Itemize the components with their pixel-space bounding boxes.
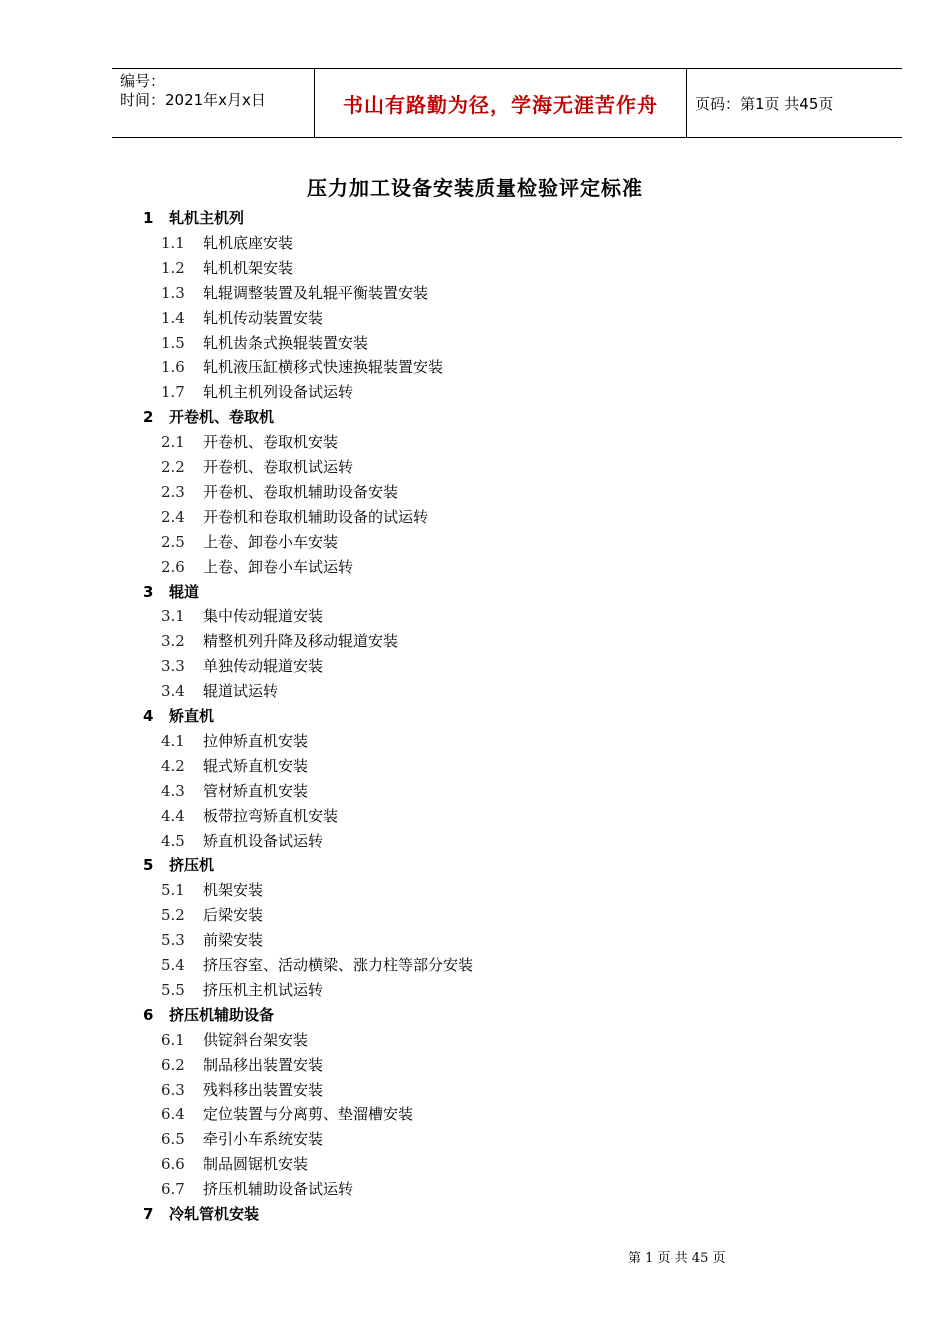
toc-item-number: 4.3 [161, 781, 185, 800]
toc-item-number: 4.4 [161, 806, 185, 825]
toc-item-number: 1.7 [161, 383, 185, 402]
toc-item-number: 5.5 [161, 980, 185, 999]
toc-section-label: 辊道 [169, 582, 200, 601]
toc-item-number: 2.5 [161, 532, 185, 551]
toc-item-label: 轧辊调整装置及轧辊平衡装置安装 [203, 283, 429, 302]
toc-item [161, 507, 428, 527]
toc-item-number: 3.1 [161, 607, 185, 626]
code-label: 编号： [120, 72, 166, 90]
toc-item-label: 开卷机、卷取机安装 [203, 433, 339, 452]
toc-item-label: 挤压机辅助设备试运转 [203, 1180, 354, 1199]
toc-section [143, 1005, 274, 1025]
toc-item-number: 5.4 [161, 956, 185, 974]
toc-section-number: 6 [143, 1005, 154, 1024]
toc-item-number: 6.5 [161, 1130, 185, 1149]
toc-item-label: 挤压容室、活动横梁、涨力柱等部分安装 [203, 956, 474, 974]
page-info: 页码：第1页 共45页 [695, 94, 834, 113]
toc-item [161, 681, 278, 701]
toc-item [161, 955, 473, 975]
toc-item [161, 532, 338, 552]
toc-item-number: 4.5 [161, 831, 185, 850]
toc-item [161, 831, 323, 851]
toc-section-label: 冷轧管机安装 [169, 1205, 260, 1223]
toc-section [143, 208, 244, 228]
toc-item-label: 开卷机和卷取机辅助设备的试运转 [203, 507, 429, 526]
toc-item [161, 382, 353, 402]
toc-item [161, 258, 293, 278]
page-footer: 第 1 页 共 45 页 [628, 1251, 726, 1266]
toc-item-label: 后梁安装 [203, 906, 264, 925]
toc-item [161, 781, 308, 801]
toc-section-label: 开卷机、卷取机 [169, 408, 275, 427]
toc-item-label: 轧机主机列设备试运转 [203, 383, 354, 402]
toc-item-label: 定位装置与分离剪、垫溜槽安装 [203, 1105, 414, 1124]
toc-item [161, 1154, 308, 1174]
toc-item-number: 3.3 [161, 657, 185, 676]
toc-item-number: 1.6 [161, 358, 185, 377]
toc-item-label: 上卷、卸卷小车安装 [203, 532, 339, 551]
toc-item-number: 1.4 [161, 308, 185, 327]
toc-section-number: 5 [143, 856, 154, 875]
header-page-cell [687, 69, 902, 137]
toc-item-label: 挤压机主机试运转 [203, 980, 324, 999]
toc-item [161, 233, 293, 253]
toc-item-number: 4.2 [161, 756, 185, 775]
toc-item-number: 6.1 [161, 1030, 185, 1049]
toc-item [161, 308, 323, 328]
toc-item-number: 1.5 [161, 333, 185, 352]
toc-item-number: 1.3 [161, 283, 185, 302]
toc-item [161, 482, 398, 502]
toc-item-number: 6.4 [161, 1105, 185, 1124]
toc-item-label: 上卷、卸卷小车试运转 [203, 557, 354, 576]
time-label: 时间：2021年x月x日 [120, 91, 266, 109]
toc-section-number: 7 [143, 1205, 154, 1223]
toc-item-number: 2.4 [161, 507, 185, 526]
toc-item [161, 756, 308, 776]
toc-item-label: 辊式矫直机安装 [203, 756, 309, 775]
toc-section-number: 2 [143, 408, 154, 427]
toc-item [161, 1055, 323, 1075]
toc-item-label: 轧机齿条式换辊装置安装 [203, 333, 369, 352]
toc-item [161, 631, 398, 651]
toc-item [161, 283, 428, 303]
toc-item [161, 1030, 308, 1050]
toc-section-label: 轧机主机列 [169, 209, 245, 227]
toc-item [161, 1104, 413, 1124]
header-meta-cell [112, 69, 314, 137]
toc-item-number: 1.2 [161, 258, 185, 277]
toc-section [143, 855, 214, 875]
toc-section-label: 矫直机 [169, 707, 215, 725]
toc-item-label: 残料移出装置安装 [203, 1080, 324, 1099]
toc-item-number: 3.2 [161, 632, 185, 651]
toc-item-label: 轧机底座安装 [203, 233, 294, 252]
toc-section-number: 3 [143, 582, 154, 601]
toc-item-label: 辊道试运转 [203, 682, 279, 701]
toc-item [161, 1179, 353, 1199]
toc-item-number: 2.1 [161, 433, 185, 452]
toc-item-label: 制品圆锯机安装 [203, 1155, 309, 1174]
toc-section [143, 407, 274, 427]
toc-section-label: 挤压机辅助设备 [169, 1005, 275, 1024]
toc-item-label: 轧机机架安装 [203, 258, 294, 277]
motto-text: 书山有路勤为径，学海无涯苦作舟 [343, 92, 658, 117]
toc-item [161, 930, 263, 950]
toc-section-number: 4 [143, 707, 154, 725]
toc-item-label: 精整机列升降及移动辊道安装 [203, 632, 399, 651]
toc-item-label: 矫直机设备试运转 [203, 831, 324, 850]
toc-item [161, 980, 323, 1000]
toc-item-number: 6.6 [161, 1155, 185, 1174]
toc-item [161, 880, 263, 900]
toc-item [161, 333, 368, 353]
toc-item-number: 3.4 [161, 682, 185, 701]
toc-item-number: 5.3 [161, 931, 185, 950]
toc-item [161, 457, 353, 477]
toc-item-label: 制品移出装置安装 [203, 1055, 324, 1074]
document-title: 压力加工设备安装质量检验评定标准 [307, 176, 643, 200]
toc-section-label: 挤压机 [169, 856, 215, 875]
toc-item-number: 2.2 [161, 458, 185, 476]
toc-item-number: 6.2 [161, 1055, 185, 1074]
toc-item-label: 轧机液压缸横移式快速换辊装置安装 [203, 358, 444, 377]
toc-item-number: 2.3 [161, 482, 185, 501]
toc-item [161, 606, 323, 626]
toc-item [161, 557, 353, 577]
toc-item [161, 806, 338, 826]
toc-item-number: 5.2 [161, 906, 185, 925]
toc-item-number: 6.3 [161, 1080, 185, 1099]
toc-item [161, 432, 338, 452]
toc-section [143, 582, 199, 602]
toc-item [161, 905, 263, 925]
toc-item-label: 开卷机、卷取机试运转 [203, 458, 354, 476]
toc-item-label: 单独传动辊道安装 [203, 657, 324, 676]
header-motto-cell [314, 69, 687, 137]
toc-item-label: 轧机传动装置安装 [203, 308, 324, 327]
toc-item [161, 1129, 323, 1149]
toc-item-label: 拉伸矫直机安装 [203, 731, 309, 750]
toc-item-number: 2.6 [161, 557, 185, 576]
page-header [112, 68, 902, 138]
toc-item-label: 集中传动辊道安装 [203, 607, 324, 626]
toc-section [143, 1204, 259, 1224]
toc-item [161, 357, 443, 377]
toc-item-label: 开卷机、卷取机辅助设备安装 [203, 482, 399, 501]
toc-item-number: 5.1 [161, 881, 185, 900]
toc-item-label: 管材矫直机安装 [203, 781, 309, 800]
toc-item-label: 牵引小车系统安装 [203, 1130, 324, 1149]
toc-item [161, 731, 308, 751]
toc-item-label: 机架安装 [203, 881, 264, 900]
toc-section-number: 1 [143, 209, 154, 227]
toc-item-number: 6.7 [161, 1180, 185, 1199]
toc-item-number: 1.1 [161, 233, 185, 252]
toc-section [143, 706, 214, 726]
toc-item-number: 4.1 [161, 731, 185, 750]
toc-item-label: 供锭斜台架安装 [203, 1030, 309, 1049]
toc-item-label: 前梁安装 [203, 931, 264, 950]
toc-item [161, 656, 323, 676]
toc-item-label: 板带拉弯矫直机安装 [203, 806, 339, 825]
toc-item [161, 1080, 323, 1100]
